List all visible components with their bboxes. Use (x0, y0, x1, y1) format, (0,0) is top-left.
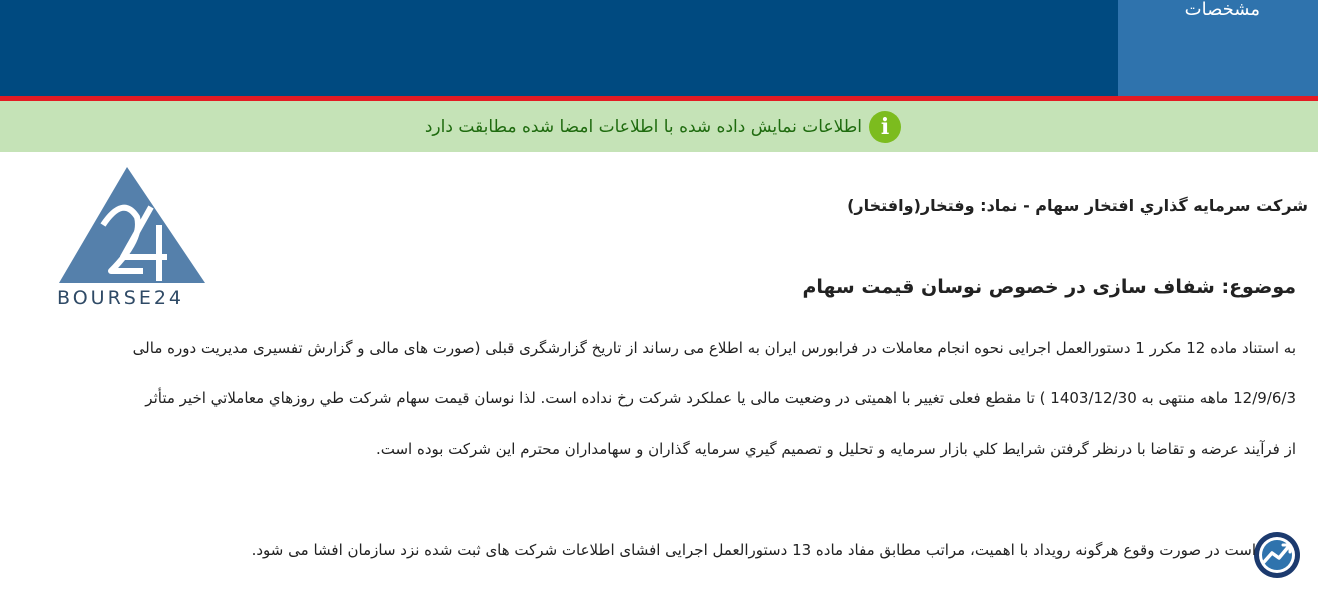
verification-message: اطلاعات نمایش داده شده با اطلاعات امضا شده مطابقت دارد (424, 116, 862, 137)
subject-heading: موضوع: شفاف سازی در خصوص نوسان قیمت سهام (802, 276, 1296, 298)
paragraph-line: به استناد ماده 12 مکرر 1 دستورالعمل اجرایی نحوه انجام معاملات در فرابورس ایران به اطلاع می رساند از تاریخ گزارشگری قبلی (صورت های مالی و گزارش تفسیری مدیریت دوره مالی (132, 339, 1296, 357)
logo-text: BOURSE24 (57, 287, 185, 309)
tab-specifications-label: مشخصات (1184, 0, 1260, 20)
top-header (0, 0, 1318, 96)
tab-specifications[interactable] (1118, 0, 1318, 96)
paragraph-line: از فرآيند عرضه و تقاضا با درنظر گرفتن شرايط كلي بازار سرمايه و تحليل و تصميم گيري سرمايه گذاران و سهامداران محترم اين شركت بوده است. (375, 440, 1296, 458)
company-title: شركت سرمايه گذاري افتخار سهام - نماد: وفتخار(وافتخار) (847, 196, 1308, 215)
disclosure-notice: است در صورت وقوع هرگونه رویداد با اهمیت، مراتب مطابق مفاد ماده 13 دستورالعمل اجرایی افشای اطلاعات شرکت های ثبت شده نزد سازمان افشا می شود. (251, 541, 1256, 559)
chart-trend-icon[interactable] (1252, 530, 1302, 580)
paragraph-line: 12/9/6/3 ماهه منتهی به 1403/12/30 ) تا مقطع فعلی تغییر با اهمیتی در وضعیت مالی یا عملکرد شرکت رخ نداده است. لذا نوسان قیمت سهام شركت طي روزهاي معاملاتي اخير متأثر (145, 389, 1296, 407)
verification-banner (0, 101, 1318, 152)
info-icon: i (869, 111, 901, 143)
